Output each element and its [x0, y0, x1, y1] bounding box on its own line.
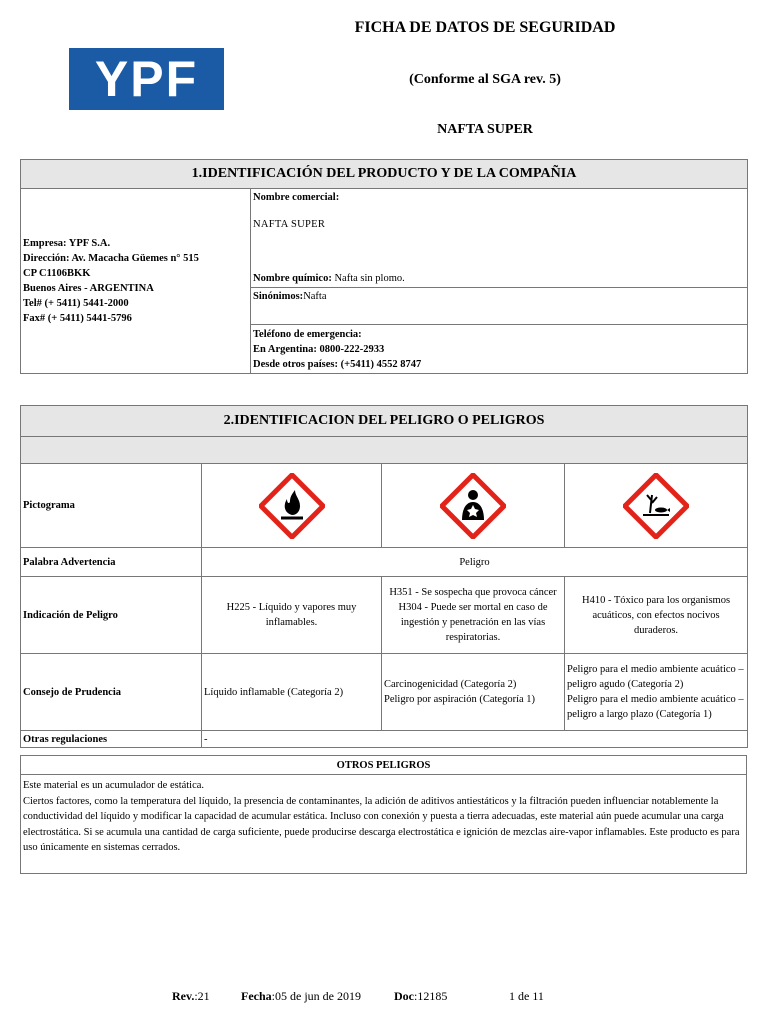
synonyms-cell: [251, 288, 748, 325]
environment-pictogram-icon: [623, 473, 689, 539]
footer-rev: [172, 989, 210, 1004]
footer-date-value: :05 de jun de 2019: [271, 989, 361, 1003]
company-info: [21, 189, 251, 374]
company-line: Buenos Aires - ARGENTINA: [23, 283, 154, 294]
precaution-3: [565, 654, 748, 731]
precaution-2: [382, 654, 565, 731]
precaution-label: Consejo de Prudencia: [21, 654, 202, 731]
other-regulations-value: -: [202, 731, 748, 748]
pictogram-label: Pictograma: [21, 464, 202, 548]
precaution-carcinogenicity: Carcinogenicidad (Categoría 2): [384, 679, 517, 690]
chemical-name: [253, 273, 405, 284]
hazard-statement-2: [382, 577, 565, 654]
footer-rev-value: :21: [194, 989, 210, 1003]
precaution-aspiration: Peligro por aspiración (Categoría 1): [384, 694, 536, 705]
hazard-statement-3: H410 - Tóxico para los organismos acuáticos, con efectos nocivos duraderos.: [565, 577, 748, 654]
synonyms-value: Nafta: [303, 291, 327, 302]
footer-rev-label: Rev.: [172, 989, 195, 1003]
footer-date: [241, 989, 361, 1004]
section2-gray-band: [21, 437, 748, 464]
synonyms-label: Sinónimos:: [253, 291, 304, 302]
health-hazard-pictogram-icon: [440, 473, 506, 539]
emergency-other: Desde otros países: (+5411) 4552 8747: [253, 358, 422, 370]
hazard-statement-1: H225 - Líquido y vapores muy inflamables.: [202, 577, 382, 654]
trade-name-label: Nombre comercial:: [253, 192, 340, 203]
signal-word-label: Palabra Advertencia: [21, 548, 202, 577]
hazard-statement-label: Indicación de Peligro: [21, 577, 202, 654]
company-line: Tel# (+ 5411) 5441-2000: [23, 298, 129, 309]
other-hazards-paragraph: Ciertos factores, como la temperatura del líquido, la presencia de contaminantes, la adición de aditivos antiestáticos y la filtración pueden influenciar notablemente la conductividad del líquido y modificar la capacidad de acumular estática. Incluso con conexión y puesta a tierra adecuadas, este material aún puede acumular una carga electrostática. Si se acumula una cantidad de carga suficiente, puede producirse descarga electrostática e ignición de mezclas aire-vapor inflamables. Este producto es para uso únicamente en sistemas cerrados.: [23, 795, 740, 853]
trade-name-value: NAFTA SUPER: [253, 219, 326, 230]
page-footer: [0, 989, 768, 1009]
emergency-label: Teléfono de emergencia:: [253, 328, 362, 340]
pictogram-cell: [382, 464, 565, 548]
pictogram-cell: [202, 464, 382, 548]
section1-title: 1.IDENTIFICACIÓN DEL PRODUCTO Y DE LA COMPAÑIA: [21, 160, 748, 189]
section1-table: [20, 159, 748, 374]
footer-doc-label: Doc: [394, 989, 414, 1003]
company-line: CP C1106BKK: [23, 268, 91, 279]
logo-text: YPF: [94, 51, 199, 107]
document-subtitle: (Conforme al SGA rev. 5): [409, 72, 561, 87]
emergency-cell: [251, 325, 748, 374]
precaution-aquatic-chronic: Peligro para el medio ambiente acuático – peligro a largo plazo (Categoría 1): [567, 694, 744, 720]
precaution-aquatic-acute: Peligro para el medio ambiente acuático – peligro agudo (Categoría 2): [567, 664, 744, 690]
hazard-h351: H351 - Se sospecha que provoca cáncer: [389, 587, 557, 598]
footer-date-label: Fecha: [241, 989, 272, 1003]
chemical-name-value: Nafta sin plomo.: [331, 273, 405, 284]
ypf-logo: [69, 48, 224, 110]
footer-doc: [394, 989, 447, 1004]
chemical-name-label: Nombre químico:: [253, 273, 332, 284]
precaution-1: Líquido inflamable (Categoría 2): [202, 654, 382, 731]
other-hazards-title: OTROS PELIGROS: [21, 756, 747, 775]
signal-word-value: Peligro: [202, 548, 748, 577]
company-line: Empresa: YPF S.A.: [23, 238, 111, 249]
product-name: NAFTA SUPER: [437, 122, 533, 137]
section2-table: [20, 405, 748, 748]
pictogram-cell: [565, 464, 748, 548]
other-hazards-table: [20, 755, 747, 874]
trade-name-cell: [251, 189, 748, 288]
company-line: Dirección: Av. Macacha Güemes n° 515: [23, 253, 199, 264]
section2-title: 2.IDENTIFICACION DEL PELIGRO O PELIGROS: [21, 406, 748, 437]
company-line: Fax# (+ 5411) 5441-5796: [23, 313, 132, 324]
other-hazards-body: [21, 775, 747, 874]
other-hazards-line: Este material es un acumulador de estática.: [23, 780, 205, 791]
other-regulations-label: Otras regulaciones: [21, 731, 202, 748]
flame-pictogram-icon: [259, 473, 325, 539]
footer-page-number: 1 de 11: [509, 989, 544, 1003]
document-title: FICHA DE DATOS DE SEGURIDAD: [354, 19, 616, 36]
footer-doc-value: :12185: [414, 989, 448, 1003]
hazard-h304: H304 - Puede ser mortal en caso de ingestión y penetración en las vías respiratorias.: [398, 602, 548, 643]
emergency-argentina: En Argentina: 0800-222-2933: [253, 343, 385, 355]
